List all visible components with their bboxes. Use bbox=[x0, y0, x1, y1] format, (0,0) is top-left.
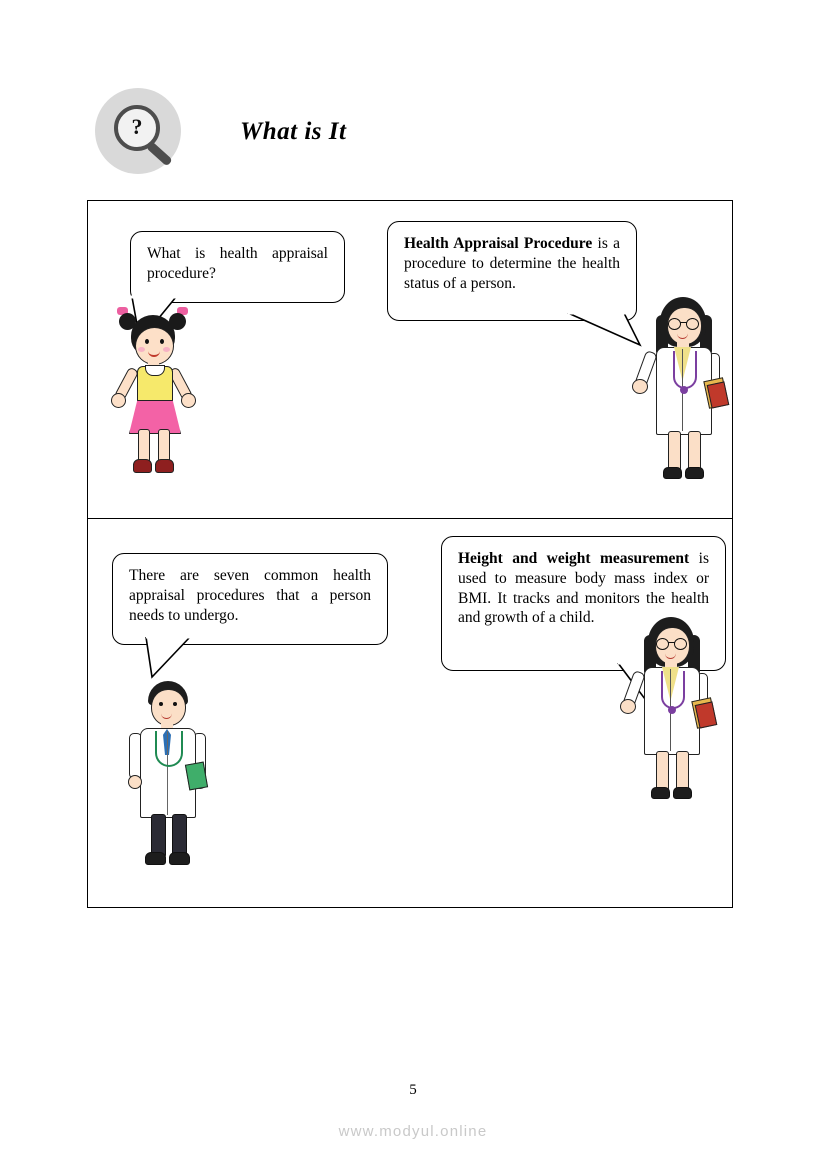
girl-cheek-left bbox=[138, 347, 145, 352]
question-mark-glyph: ? bbox=[131, 114, 143, 139]
doctor-shoe-left bbox=[145, 852, 166, 865]
nurse-leg-left bbox=[668, 431, 681, 471]
girl-hand-left bbox=[111, 393, 126, 408]
stethoscope-icon bbox=[673, 351, 697, 389]
girl-eye-left bbox=[145, 339, 149, 344]
page-title: What is It bbox=[240, 118, 347, 145]
nurse-hand-raised bbox=[632, 379, 648, 394]
height-weight-lead: Height and weight measurement bbox=[458, 550, 690, 567]
stethoscope-icon bbox=[155, 731, 183, 767]
watermark: www.modyul.online bbox=[338, 1123, 488, 1140]
stethoscope-head bbox=[668, 706, 676, 714]
magnifier-question-icon bbox=[95, 88, 185, 178]
glasses-icon bbox=[656, 638, 687, 648]
nurse-shoe-right bbox=[673, 787, 692, 799]
nurse-leg-right bbox=[676, 751, 689, 791]
doctor-eye-left bbox=[159, 702, 163, 706]
panel-divider bbox=[88, 518, 732, 519]
girl-skirt bbox=[129, 400, 181, 434]
folder-papers bbox=[707, 381, 730, 408]
girl-hand-right bbox=[181, 393, 196, 408]
answer-bubble-text: is a procedure to determine the health status of a person. bbox=[404, 235, 620, 292]
comic-panel bbox=[87, 200, 733, 908]
seven-procedures-text: There are seven common health appraisal procedures that a person needs to undergo. bbox=[129, 567, 371, 624]
page-number: 5 bbox=[409, 1082, 417, 1098]
section-header bbox=[95, 88, 735, 184]
girl-leg-right bbox=[158, 429, 170, 463]
stethoscope-icon bbox=[661, 671, 685, 709]
question-bubble bbox=[130, 231, 345, 303]
glasses-icon bbox=[668, 318, 699, 328]
girl-student bbox=[93, 301, 213, 481]
female-health-worker bbox=[628, 291, 738, 491]
nurse-leg-left bbox=[656, 751, 669, 791]
girl-shoe-right bbox=[155, 459, 174, 473]
male-doctor bbox=[113, 671, 223, 861]
seven-procedures-bubble bbox=[112, 553, 388, 645]
girl-shoe-left bbox=[133, 459, 152, 473]
answer-bubble bbox=[387, 221, 637, 321]
height-weight-text: is used to measure body mass index or BMI. It tracks and monitors the health and growth of a child. bbox=[458, 550, 709, 627]
question-bubble-text: What is health appraisal procedure? bbox=[147, 245, 328, 282]
doctor-shoe-right bbox=[169, 852, 190, 865]
nurse-hand-raised bbox=[620, 699, 636, 714]
doctor-eye-right bbox=[173, 702, 177, 706]
answer-bubble-lead: Health Appraisal Procedure bbox=[404, 235, 593, 252]
female-health-worker bbox=[616, 611, 726, 811]
nurse-shoe-left bbox=[663, 467, 682, 479]
nurse-leg-right bbox=[688, 431, 701, 471]
nurse-shoe-left bbox=[651, 787, 670, 799]
doctor-face bbox=[151, 689, 186, 726]
girl-leg-left bbox=[138, 429, 150, 463]
girl-face bbox=[135, 327, 174, 365]
folder-papers bbox=[695, 701, 718, 728]
nurse-shoe-right bbox=[685, 467, 704, 479]
girl-eye-right bbox=[160, 339, 164, 344]
girl-cheek-right bbox=[163, 347, 170, 352]
doctor-hand-left bbox=[128, 775, 142, 789]
stethoscope-head bbox=[680, 386, 688, 394]
